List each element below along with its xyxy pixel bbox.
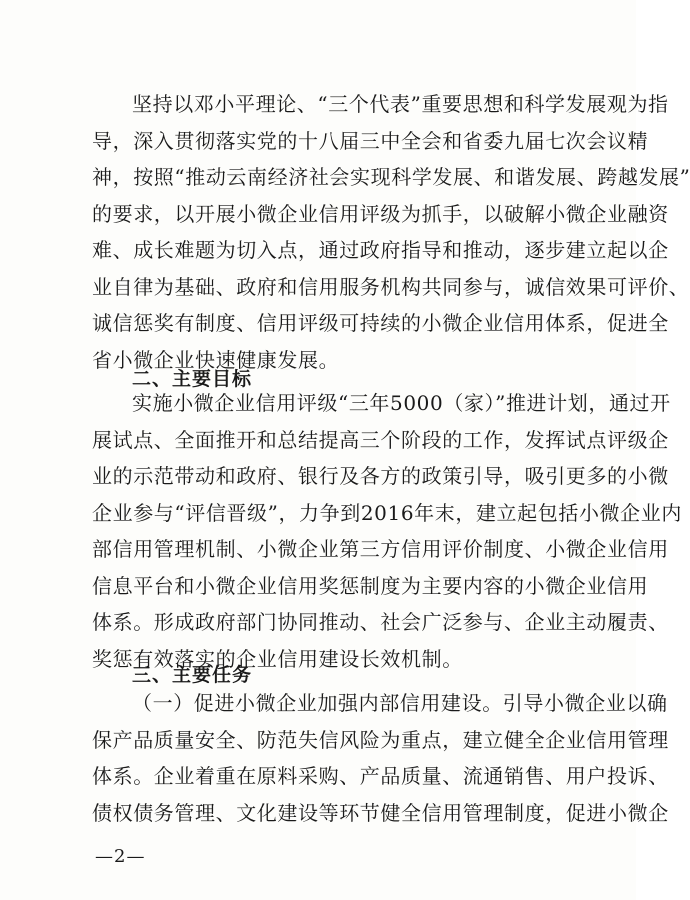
- text-line: 实施小微企业信用评级“三年5000（家）”推进计划，通过开: [132, 391, 671, 415]
- text-line: 体系。企业着重在原料采购、产品质量、流通销售、用户投诉、: [92, 764, 669, 788]
- text-line: 债权债务管理、文化建设等环节健全信用管理制度，促进小微企: [92, 800, 669, 825]
- text-line: （一）促进小微企业加强内部信用建设。引导小微企业以确: [132, 691, 668, 715]
- text-line: 部信用管理机制、小微企业第三方信用评价制度、小微企业信用: [92, 537, 669, 561]
- paragraph-main-goals: [92, 385, 682, 677]
- text-line: 省小微企业快速健康发展。: [92, 347, 340, 372]
- text-line: 企业参与“评信晋级”，力争到2016年末，建立起包括小微企业内: [92, 500, 682, 525]
- text-line: 导，深入贯彻落实党的十八届三中全会和省委九届七次会议精: [92, 128, 649, 153]
- paragraph-main-tasks: [92, 685, 669, 831]
- paragraph-guiding-ideology: [92, 86, 690, 378]
- page-number: —2—: [95, 846, 146, 867]
- text-line: 坚持以邓小平理论、“三个代表”重要思想和科学发展观为指: [132, 92, 669, 116]
- text-line: 奖惩有效落实的企业信用建设长效机制。: [92, 646, 463, 671]
- section-heading-main-tasks: 三、主要任务: [132, 664, 253, 686]
- text-line: 神，按照“推动云南经济社会实现科学发展、和谐发展、跨越发展”: [92, 165, 690, 189]
- text-line: 展试点、全面推开和总结提高三个阶段的工作，发挥试点评级企: [92, 427, 669, 452]
- section-heading-main-goals: 二、主要目标: [132, 368, 253, 390]
- text-line: 难、成长难题为切入点，通过政府指导和推动，逐步建立起以企: [92, 238, 669, 262]
- text-line: 业自律为基础、政府和信用服务机构共同参与，诚信效果可评价、: [92, 274, 690, 299]
- text-line: 信息平台和小微企业信用奖惩制度为主要内容的小微企业信用: [92, 573, 649, 598]
- text-line: 保产品质量安全、防范失信风险为重点，建立健全企业信用管理: [92, 727, 669, 752]
- text-line: 的要求，以开展小微企业信用评级为抓手，以破解小微企业融资: [92, 201, 669, 226]
- text-line: 业的示范带动和政府、银行及各方的政策引导，吸引更多的小微: [92, 464, 669, 488]
- text-line: 体系。形成政府部门协同推动、社会广泛参与、企业主动履责、: [92, 610, 669, 634]
- text-line: 诚信惩奖有制度、信用评级可持续的小微企业信用体系，促进全: [92, 311, 669, 335]
